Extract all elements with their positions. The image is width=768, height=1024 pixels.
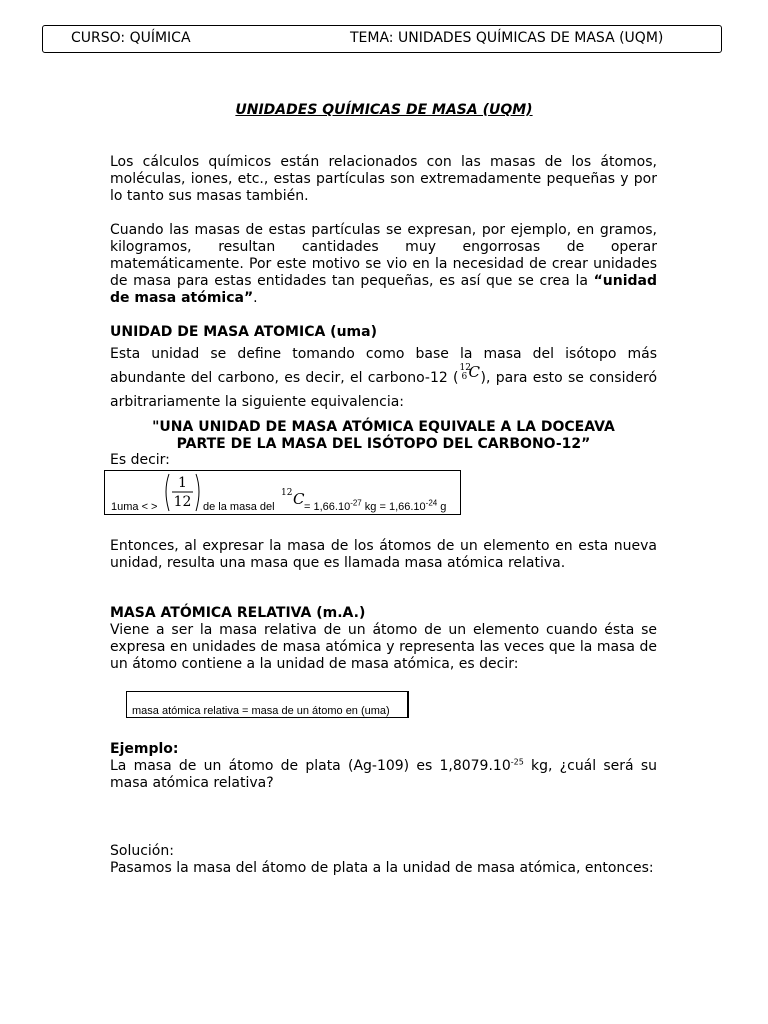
equation-unit-2: g xyxy=(437,501,447,513)
fraction-denominator: 12 xyxy=(173,494,192,510)
topic-label: TEMA: UNIDADES QUÍMICAS DE MASA (UQM) xyxy=(350,30,664,46)
quote-line-2: PARTE DE LA MASA DEL ISÓTOPO DEL CARBONO-12” xyxy=(176,436,591,452)
uma-equation-box xyxy=(104,470,461,515)
uma-definition-text: Esta unidad se define tomando como base la masa del isótopo más abundante del carbono, es decir, el carbono-12 ( xyxy=(110,346,657,386)
isotope-mass-number: 12 xyxy=(459,363,471,373)
solution-heading: Solución: xyxy=(110,843,174,859)
header-box xyxy=(42,25,722,53)
page-title: UNIDADES QUÍMICAS DE MASA (UQM) xyxy=(235,102,533,118)
uma-definition xyxy=(110,342,657,414)
isotope-atomic-number: 6 xyxy=(461,372,468,382)
example-heading: Ejemplo: xyxy=(110,741,179,757)
paragraph-units xyxy=(110,222,657,307)
paragraph-intro: Los cálculos químicos están relacionados con las masas de los átomos, moléculas, iones, etc., estas partículas son extremadamente pequeñas y por lo tanto sus masas también. xyxy=(110,154,657,204)
equation-exponent-1: -27 xyxy=(350,498,362,508)
example-exponent: -25 xyxy=(510,757,524,767)
uma-definition-text-end: ), para esto se consideró arbitrariamente la siguiente equivalencia: xyxy=(110,370,658,410)
equation-mid: de la masa del xyxy=(203,501,275,513)
paragraph-units-bold: “unidad de masa atómica” xyxy=(110,273,657,306)
uma-heading: UNIDAD DE MASA ATOMICA (uma) xyxy=(110,324,377,340)
equation-exponent-2: -24 xyxy=(425,498,438,508)
paragraph-units-end: . xyxy=(253,290,258,306)
equation-value-prefix: = 1,66.10 xyxy=(304,501,351,513)
equation-value xyxy=(304,498,447,513)
example-text xyxy=(110,758,657,792)
equation-left: 1uma < > xyxy=(111,501,158,513)
formula-box xyxy=(126,691,409,718)
isotope-symbol: C xyxy=(468,363,480,381)
paragraph-relative-mass: Entonces, al expresar la masa de los átomos de un elemento en esta nueva unidad, resulta una masa que es llamada masa atómica relativa. xyxy=(110,538,657,571)
formula-text: masa atómica relativa = masa de un átomo en (uma) xyxy=(132,705,390,717)
example-text-end: kg, ¿cuál será su masa atómica relativa? xyxy=(110,758,657,791)
equation-isotope-mass: 12 xyxy=(281,488,293,498)
carbon-12-isotope xyxy=(459,363,481,383)
quote-line-1: "UNA UNIDAD DE MASA ATÓMICA EQUIVALE A LA DOCEAVA xyxy=(152,419,615,435)
fraction-numerator: 1 xyxy=(178,475,187,491)
ma-heading: MASA ATÓMICA RELATIVA (m.A.) xyxy=(110,605,366,621)
paragraph-units-text: Cuando las masas de estas partículas se expresan, por ejemplo, en gramos, kilogramos, resultan cantidades muy engorrosas de operar matemáticamente. Por este motivo se vio en la necesidad de crear unidades de masa para estas entidades tan pequeñas, es así que se crea la xyxy=(110,222,657,289)
equation-isotope-symbol: C xyxy=(293,490,305,508)
equation-unit-1: kg = 1,66.10 xyxy=(361,501,426,513)
ma-definition: Viene a ser la masa relativa de un átomo de un elemento cuando ésta se expresa en unidades de masa atómica y representa las veces que la masa de un átomo contiene a la unidad de masa atómica, es decir: xyxy=(110,622,657,672)
example-text-start: La masa de un átomo de plata (Ag-109) es 1,8079.10 xyxy=(110,758,511,774)
fraction-one-twelfth xyxy=(163,471,203,515)
course-label: CURSO: QUÍMICA xyxy=(71,30,191,46)
es-decir-label: Es decir: xyxy=(110,452,170,468)
solution-text: Pasamos la masa del átomo de plata a la unidad de masa atómica, entonces: xyxy=(110,860,654,876)
